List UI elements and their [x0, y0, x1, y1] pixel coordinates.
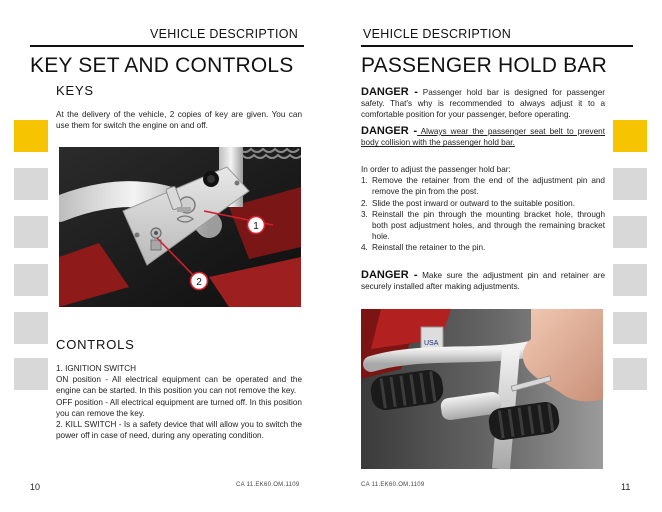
- section-tab[interactable]: [14, 216, 48, 248]
- section-tab[interactable]: [613, 312, 647, 344]
- right-page: [331, 0, 662, 512]
- section-tab[interactable]: [14, 312, 48, 344]
- callout-2: 2: [196, 277, 202, 288]
- page-title: PASSENGER HOLD BAR: [361, 54, 607, 77]
- section-tab[interactable]: [613, 358, 647, 390]
- danger-text: Passenger hold bar is designed for passenger safety. That's why is recommended to always adjust it to a comfortable position for your passenger, before operating.: [361, 88, 605, 120]
- header-rule: [361, 45, 633, 47]
- section-tab[interactable]: [14, 358, 48, 390]
- page-number: 10: [30, 482, 41, 492]
- section-tab[interactable]: [613, 216, 647, 248]
- ignition-switch-label: 1. IGNITION SWITCH: [56, 364, 137, 373]
- controls-heading: CONTROLS: [56, 337, 135, 352]
- keys-text: At the delivery of the vehicle, 2 copies of key are given. You can use them for switch the engine on and off.: [56, 110, 302, 131]
- running-head: VEHICLE DESCRIPTION: [150, 27, 299, 41]
- hold-bar-photo: [361, 309, 603, 469]
- danger-note-2: [361, 126, 605, 148]
- keys-heading: KEYS: [56, 83, 94, 98]
- section-tab[interactable]: [613, 168, 647, 200]
- adjust-steps: [361, 175, 605, 253]
- page-number: 11: [621, 482, 631, 492]
- danger-note-1: [361, 87, 605, 121]
- hold-bar-photo-illustration: [361, 309, 603, 469]
- section-tab[interactable]: [14, 120, 48, 152]
- kill-switch-text: 2. KILL SWITCH - Is a safety device that will allow you to switch the power off in case of need, during any operating condition.: [56, 420, 302, 441]
- section-tab[interactable]: [613, 264, 647, 296]
- on-position-text: ON position - All electrical equipment can be operated and the engine can be started. In this position you can not remove the key.: [56, 375, 302, 396]
- danger-label: DANGER -: [361, 86, 418, 98]
- header-rule: [30, 45, 304, 47]
- usa-label: USA: [424, 340, 439, 347]
- controls-text: [56, 363, 302, 441]
- danger-label: DANGER -: [361, 125, 418, 137]
- adjust-intro: In order to adjust the passenger hold bar:: [361, 165, 511, 174]
- danger-text: Make sure the adjustment pin and retainer are securely installed after making adjustments.: [361, 271, 605, 292]
- section-tab[interactable]: [613, 120, 647, 152]
- adjust-instructions: [361, 164, 605, 254]
- danger-note-3: [361, 270, 605, 292]
- section-tab[interactable]: [14, 168, 48, 200]
- keys-photo: [59, 147, 301, 307]
- list-item: 1. Remove the retainer from the end of the adjustment pin and remove the pin from the post.: [361, 176, 605, 197]
- doc-code: CA 11.EK60.OM.1109: [361, 482, 425, 488]
- list-item: 2. Slide the post inward or outward to the suitable position.: [361, 198, 575, 208]
- list-item: 4. Reinstall the retainer to the pin.: [361, 243, 486, 253]
- page-title: KEY SET AND CONTROLS: [30, 54, 294, 77]
- list-item: 3. Reinstall the pin through the mounting bracket hole, through both post adjustment holes, and through the remaining bracket hole.: [361, 209, 605, 242]
- section-tab[interactable]: [14, 264, 48, 296]
- running-head: VEHICLE DESCRIPTION: [363, 27, 512, 41]
- danger-label: DANGER -: [361, 269, 418, 281]
- danger-text: Always wear the passenger seat belt to prevent body collision with the passenger hold bar.: [361, 127, 605, 148]
- keys-photo-illustration: [59, 147, 301, 307]
- doc-code: CA 11.EK60.OM.1109: [236, 482, 300, 488]
- off-position-text: OFF position - All electrical equipment are turned off. In this position you can remove the key.: [56, 397, 302, 418]
- callout-1: 1: [253, 221, 259, 232]
